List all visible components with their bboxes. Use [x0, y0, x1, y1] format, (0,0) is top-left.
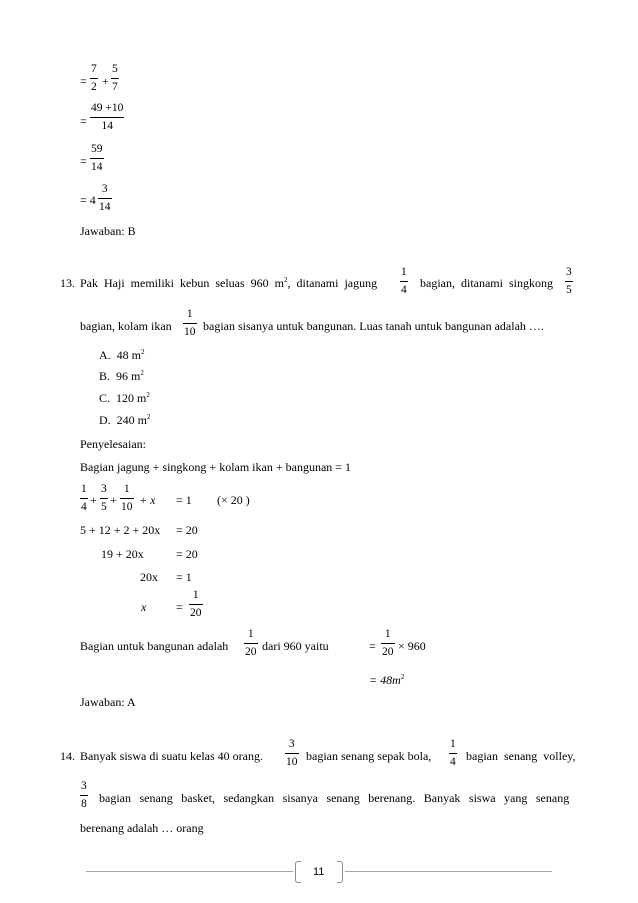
fraction: 3 5 — [566, 266, 572, 296]
question-number: 14. — [60, 749, 75, 763]
fraction: 3 10 — [286, 738, 298, 768]
eq-sign: = — [176, 600, 183, 614]
question-text: bagian, ditanami singkong — [420, 276, 553, 290]
question-number: 13. — [60, 276, 75, 290]
equation-lhs: 20x — [140, 570, 158, 584]
question-text: bagian senang basket, sedangkan sisanya senang berenang. Banyak siswa yang senang — [99, 791, 570, 805]
equation-rhs: = 20 — [176, 523, 198, 537]
question-text: Banyak siswa di suatu kelas 40 orang. — [80, 749, 263, 763]
solution-title: Penyelesaian: — [80, 437, 146, 451]
footer-line-left — [86, 871, 293, 872]
equation-rhs: = 20 — [176, 547, 198, 561]
fraction: 1 4 — [81, 483, 87, 513]
option-c: C. 120 $m^2$ — [99, 391, 150, 405]
fraction: 59 14 — [91, 143, 103, 173]
question-text: bagian senang sepak bola, — [306, 749, 432, 763]
option-b: B. 96 $m^2$ — [99, 369, 144, 383]
fraction: 7 2 — [91, 63, 97, 93]
page-number: 11 — [313, 866, 325, 878]
eq-sign: = — [369, 639, 376, 653]
option-d: D. 240 $m^2$ — [99, 413, 151, 427]
equation-note: (× 20 ) — [217, 493, 250, 507]
solution-sentence: Bagian untuk bangunan adalah — [80, 639, 229, 653]
result: = $48m^2$ — [369, 673, 405, 687]
equation-rhs: = 1 — [176, 493, 192, 507]
eq-sign: = — [80, 114, 87, 128]
plus-sign: + — [90, 493, 97, 507]
footer-bracket-right — [337, 861, 343, 883]
eq-sign: = 4 — [80, 193, 96, 207]
question-text: Pak Haji memiliki kebun seluas 960 $m^2$, ditanami jagung — [80, 276, 378, 290]
equation-lhs: x — [141, 600, 147, 614]
footer-bracket-left — [295, 861, 301, 883]
equation-lhs: 5 + 12 + 2 + 20x — [80, 523, 161, 537]
fraction: 1 20 — [190, 589, 202, 619]
fraction: 3 5 — [101, 483, 107, 513]
fraction: 1 20 — [382, 628, 394, 658]
fraction: 1 10 — [121, 483, 133, 513]
answer-text: Jawaban: B — [80, 224, 136, 238]
eq-sign: = — [80, 74, 87, 88]
fraction: 1 10 — [184, 308, 196, 338]
fraction: 1 4 — [450, 738, 456, 768]
equation-rhs: = 1 — [176, 570, 192, 584]
fraction: 3 8 — [81, 780, 87, 810]
solution-sentence: Bagian jagung + singkong + kolam ikan + bangunan = 1 — [80, 460, 352, 474]
question-text: bagian, kolam ikan — [80, 319, 172, 333]
solution-sentence: dari 960 yaitu — [262, 639, 329, 653]
fraction: 1 20 — [245, 628, 257, 658]
plus-sign: + — [102, 74, 109, 88]
equation-lhs: 19 + 20x — [101, 547, 144, 561]
eq-sign: = — [80, 154, 87, 168]
answer-text: Jawaban: A — [80, 695, 136, 709]
fraction: 3 14 — [99, 183, 111, 213]
question-text: bagian sisanya untuk bangunan. Luas tanah untuk bangunan adalah …. — [203, 319, 544, 333]
equation-term: + x — [139, 493, 156, 507]
calculation: × 960 — [398, 639, 426, 653]
question-text: berenang adalah … orang — [80, 821, 204, 835]
plus-sign: + — [110, 493, 117, 507]
fraction: 1 4 — [401, 266, 407, 296]
footer-line-right — [345, 871, 552, 872]
option-a: A. 48 $m^2$ — [99, 348, 145, 362]
fraction: 49 +10 14 — [91, 102, 124, 132]
fraction: 5 7 — [112, 63, 118, 93]
question-text: bagian senang volley, — [466, 749, 576, 763]
